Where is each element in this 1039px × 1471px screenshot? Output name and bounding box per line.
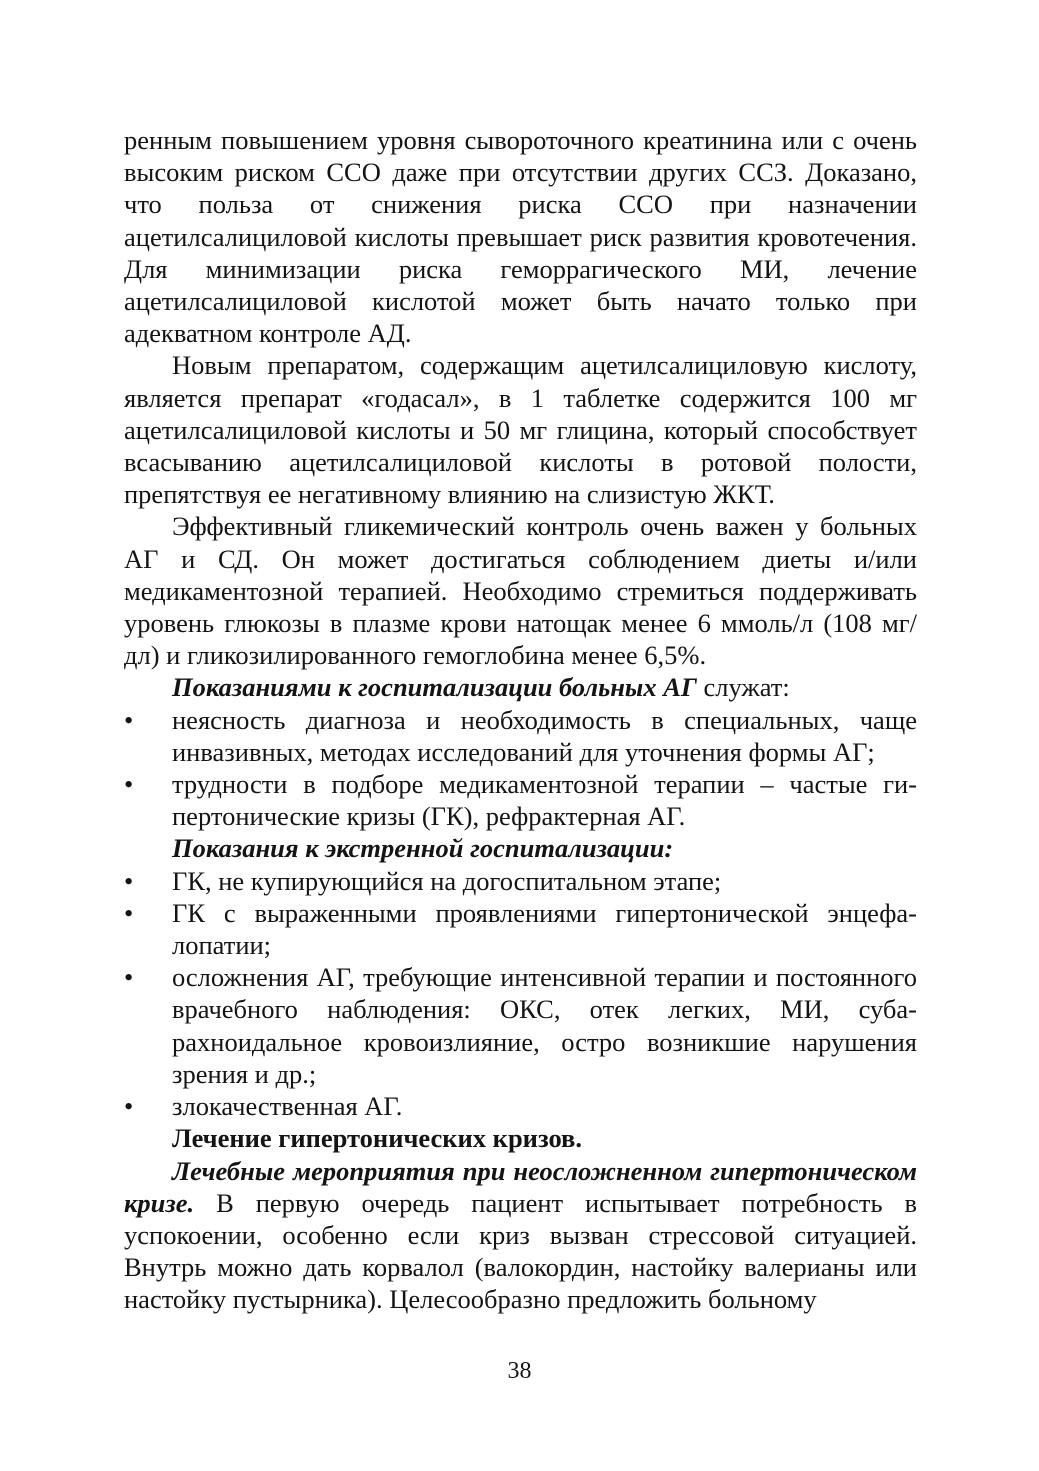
list-item (124, 1090, 917, 1122)
list-item (124, 961, 917, 1090)
emergency-list (124, 865, 917, 1123)
page-body (124, 124, 917, 1316)
crisis-lead: Лечебные мероприятия при неосложненном гипертоническом кризе. (124, 1155, 917, 1218)
list-item (124, 768, 917, 832)
paragraph-uncomplicated-crisis (124, 1155, 917, 1316)
hospitalization-heading-line (124, 671, 917, 703)
crisis-treatment-heading: Лечение гипертонических кризов. (172, 1123, 582, 1154)
bullet-icon: • (124, 769, 134, 800)
hospitalization-heading-tail: служат: (696, 672, 790, 703)
list-item (124, 704, 917, 768)
crisis-text: В первую очередь пациент испытывает потребность в успокоении, особенно если криз вызван стрессовой ситуацией. Внутрь можно дать корвалол (валокордин, настойку валерианы или настойку пустырника). Целесообразно предложить больному (124, 1187, 917, 1315)
list-item-text: трудности в подборе медикаментозной терапии – частые гипертонические кризы (ГК), рефрактерная АГ. (172, 769, 917, 832)
bullet-icon: • (124, 704, 134, 735)
list-item (124, 897, 917, 961)
bullet-icon: • (124, 1091, 134, 1122)
list-item-text: злокачественная АГ. (172, 1091, 403, 1122)
page-number: 38 (507, 1358, 532, 1384)
list-item-text: неясность диагноза и необходимость в специальных, чаще инвазивных, методах исследований для уточнения формы АГ; (172, 704, 917, 767)
bullet-icon: • (124, 865, 134, 896)
bullet-icon: • (124, 897, 134, 928)
list-item-text: осложнения АГ, требующие интенсивной терапии и постоянного врачебного наблюдения: ОКС, отек легких, МИ, субарахноидальное кровоизлияние, остро возникшие нарушения зрения и др.; (172, 962, 917, 1089)
hospitalization-heading: Показаниями к госпитализации больных АГ (172, 672, 697, 703)
paragraph-glycemic-control: Эффективный гликемический контроль очень важен у больных АГ и СД. Он может достигаться соблюдением диеты и/или медикаментозной терапией. Необходимо стремиться поддерживать уровень глюкозы в плазме крови натощак менее 6 ммоль/л (108 мг/дл) и гликозилированного гемоглобина менее 6,5%. (124, 511, 917, 671)
hospitalization-list (124, 704, 917, 833)
list-item (124, 865, 917, 897)
emergency-heading: Показания к экстренной госпитализации: (172, 833, 674, 864)
list-item-text: ГК с выраженными проявлениями гипертонической энцефалопатии; (172, 897, 917, 961)
paragraph-aspirin-risk: ренным повышением уровня сывороточного креатинина или с очень высоким риском ССО даже при отсутствии других ССЗ. Доказано, что польза от снижения риска ССО при назначении ацетилсалициловой кислоты превышает риск развития кровотечения. Для минимизации риска геморрагического МИ, лечение ацетилсалициловой кислотой может быть начато только при адекватном контроле АД. (124, 125, 917, 349)
bullet-icon: • (124, 962, 134, 993)
list-item-text: ГК, не купирующийся на догоспитальном этапе; (172, 865, 722, 896)
paragraph-godasal: Новым препаратом, содержащим ацетилсалициловую кислоту, является препарат «годасал», в 1 таблетке содержится 100 мг ацетилсалициловой кислоты и 50 мг глицина, который способствует всасыванию ацетилсалициловой кислоты в ротовой полости, препятствуя ее негативному влиянию на слизистую ЖКТ. (124, 350, 917, 510)
